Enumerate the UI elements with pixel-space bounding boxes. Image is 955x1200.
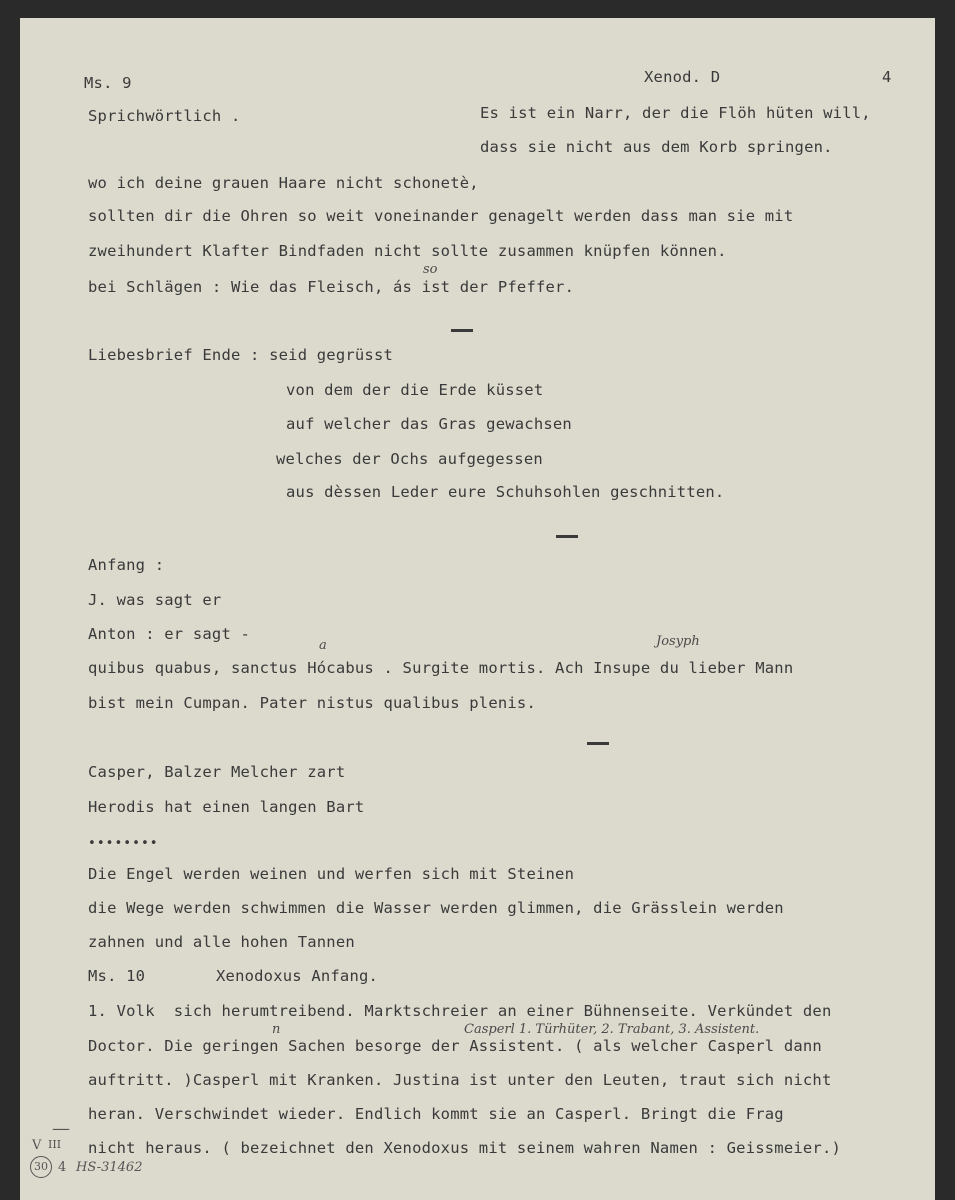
section-dash bbox=[587, 742, 609, 745]
document-page bbox=[20, 18, 935, 1200]
handwritten-a: a bbox=[319, 638, 327, 653]
line-3: dass sie nicht aus dem Korb springen. bbox=[480, 138, 833, 156]
line-1: Sprichwörtlich . bbox=[88, 107, 241, 125]
line-7: bei Schlägen : Wie das Fleisch, ás ist der Pfeffer. bbox=[88, 278, 575, 296]
line-18: Casper, Balzer Melcher zart bbox=[88, 763, 346, 781]
header-ms: Ms. 9 bbox=[84, 74, 132, 92]
section-dash bbox=[556, 535, 578, 538]
line-5: sollten dir die Ohren so weit voneinander genagelt werden dass man sie mit bbox=[88, 207, 794, 225]
line-14: J. was sagt er bbox=[88, 591, 222, 609]
line-27: auftritt. )Casperl mit Kranken. Justina ist unter den Leuten, traut sich nicht bbox=[88, 1071, 832, 1089]
stamp-roman: III bbox=[48, 1138, 62, 1151]
line-15: Anton : er sagt - bbox=[88, 625, 251, 643]
line-23: Ms. 10 bbox=[88, 967, 146, 985]
line-26: Doctor. Die geringen Sachen besorge der Assistent. ( als welcher Casperl dann bbox=[88, 1037, 822, 1055]
stamp-num: 4 bbox=[58, 1160, 67, 1175]
header-title: Xenod. D bbox=[644, 68, 721, 86]
line-20: Die Engel werden weinen und werfen sich mit Steinen bbox=[88, 865, 575, 883]
handwritten-insert: Josyph bbox=[656, 634, 700, 649]
line-29: nicht heraus. ( bezeichnet den Xenodoxus mit seinem wahren Namen : Geissmeier.) bbox=[88, 1139, 842, 1157]
line-12: aus dèssen Leder eure Schuhsohlen geschnitten. bbox=[286, 483, 725, 501]
stamp-circle: 30 bbox=[30, 1156, 52, 1178]
line-4: wo ich deine grauen Haare nicht schonetè, bbox=[88, 174, 479, 192]
section-dash bbox=[451, 329, 473, 332]
line-16: quibus quabus, sanctus Hócabus . Surgite mortis. Ach Insupe du lieber Mann bbox=[88, 659, 794, 677]
handwritten-n: n bbox=[272, 1022, 281, 1037]
stamp-vol: V bbox=[32, 1138, 42, 1153]
handwritten-casperl: Casperl 1. Türhüter, 2. Trabant, 3. Assistent. bbox=[464, 1022, 760, 1037]
line-17: bist mein Cumpan. Pater nistus qualibus plenis. bbox=[88, 694, 536, 712]
line-25: 1. Volk sich herumtreibend. Marktschreier an einer Bühnenseite. Verkündet den bbox=[88, 1002, 832, 1020]
line-21: die Wege werden schwimmen die Wasser werden glimmen, die Grässlein werden bbox=[88, 899, 784, 917]
stamp-dash: — bbox=[52, 1118, 70, 1139]
line-13: Anfang : bbox=[88, 556, 165, 574]
header-page: 4 bbox=[882, 68, 892, 86]
line-2: Es ist ein Narr, der die Flöh hüten will, bbox=[480, 104, 871, 122]
line-9: von dem der die Erde küsset bbox=[286, 381, 544, 399]
line-6: zweihundert Klafter Bindfaden nicht sollte zusammen knüpfen können. bbox=[88, 242, 727, 260]
line-24: Xenodoxus Anfang. bbox=[216, 967, 379, 985]
line-28: heran. Verschwindet wieder. Endlich kommt sie an Casperl. Bringt die Frag bbox=[88, 1105, 784, 1123]
handwritten-so: so bbox=[423, 262, 438, 277]
line-10: auf welcher das Gras gewachsen bbox=[286, 415, 572, 433]
stamp-signature: HS-31462 bbox=[76, 1160, 143, 1175]
line-11: welches der Ochs aufgegessen bbox=[276, 450, 543, 468]
line-22: zahnen und alle hohen Tannen bbox=[88, 933, 355, 951]
line-19: Herodis hat einen langen Bart bbox=[88, 798, 365, 816]
dotted-separator: •••••••• bbox=[88, 836, 159, 851]
line-8: Liebesbrief Ende : seid gegrüsst bbox=[88, 346, 394, 364]
